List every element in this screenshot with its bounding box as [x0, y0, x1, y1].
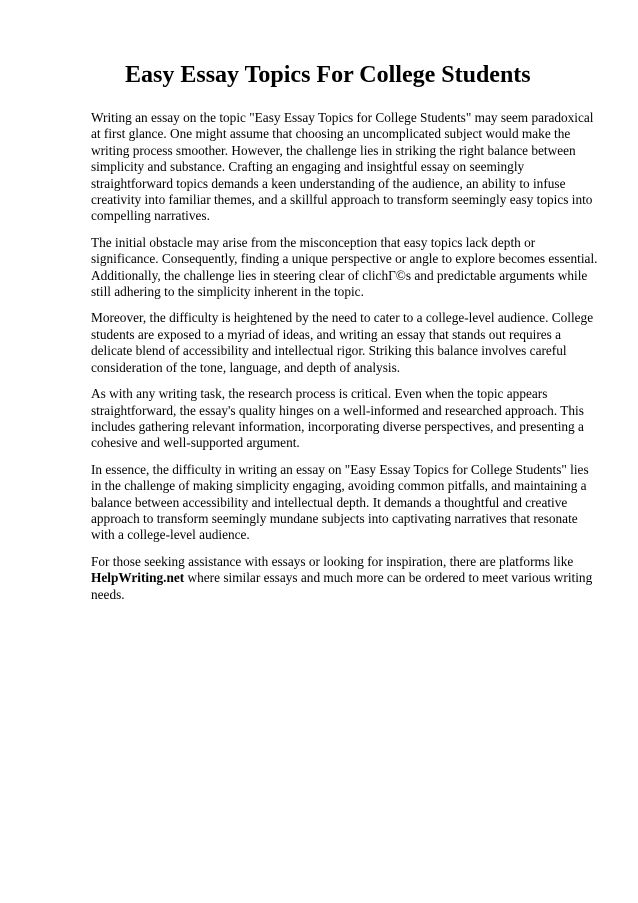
paragraph-2: The initial obstacle may arise from the misconception that easy topics lack depth or significance. Consequently, finding a unique perspective or angle to explore becomes essential. Additionally, the challenge lies in steering clear of clichГ©s and predictable arguments while still adhering to the simplicity inherent in the topic.	[91, 234, 598, 300]
document-title: Easy Essay Topics For College Students	[125, 62, 531, 88]
paragraph-1: Writing an essay on the topic "Easy Essay Topics for College Students" may seem paradoxical at first glance. One might assume that choosing an uncomplicated subject would make the writing process smoother. However, the challenge lies in striking the right balance between simplicity and substance. Crafting an engaging and insightful essay on seemingly straightforward topics demands a keen understanding of the audience, an ability to infuse creativity into familiar themes, and a skillful approach to transform seemingly easy topics into compelling narratives.	[91, 110, 594, 224]
paragraph-closing	[91, 554, 601, 603]
closing-text-before: For those seeking assistance with essays or looking for inspiration, there are platforms like	[91, 553, 574, 569]
paragraph-3: Moreover, the difficulty is heightened by the need to cater to a college-level audience. College students are exposed to a myriad of ideas, and writing an essay that stands out requires a delicate blend of accessibility and intellectual rigor. Striking this balance involves careful consideration of the tone, language, and depth of analysis.	[91, 310, 594, 375]
paragraph-5: In essence, the difficulty in writing an essay on "Easy Essay Topics for College Students" lies in the challenge of making simplicity engaging, avoiding common pitfalls, and maintaining a balance between accessibility and intellectual depth. It demands a thoughtful and creative approach to transform seemingly mundane subjects into captivating narratives that resonate with a college-level audience.	[91, 461, 589, 543]
helpwriting-link[interactable]: HelpWriting.net	[91, 570, 185, 586]
closing-text-after: where similar essays and much more can be ordered to meet various writing needs.	[91, 570, 593, 602]
paragraph-4: As with any writing task, the research process is critical. Even when the topic appears straightforward, the essay's quality hinges on a well-informed and researched approach. This includes gathering relevant information, incorporating diverse perspectives, and presenting a cohesive and well-supported argument.	[91, 386, 584, 451]
